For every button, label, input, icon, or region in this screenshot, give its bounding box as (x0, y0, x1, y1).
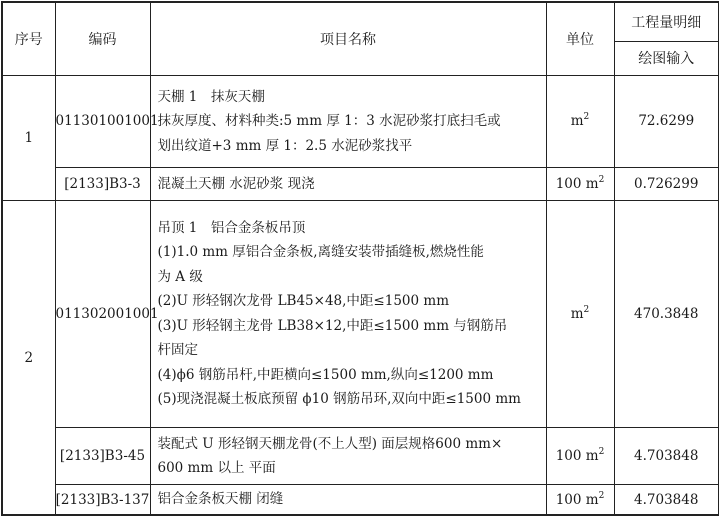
quantity-cell: 4.703848 (614, 427, 719, 484)
name-line: 为 A 级 (157, 268, 203, 285)
quantity-cell: 470.3848 (614, 201, 719, 428)
code-cell: [2133]B3-45 (55, 427, 150, 484)
table-row (2, 485, 719, 515)
code-cell: [2133]B3-137 (55, 485, 150, 515)
code-cell: [2133]B3-3 (55, 167, 150, 200)
unit-cell: 100 $m^2$ (546, 485, 614, 515)
item-name-cell (150, 485, 546, 515)
name-line: 600 mm 以上 平面 (157, 460, 276, 476)
unit-cell: 100 $m^2$ (546, 167, 614, 200)
header-item-name: 项目名称 (150, 2, 546, 76)
name-line: (3)U 形轻钢主龙骨 LB38×12,中距≤1500 mm 与钢筋吊 (157, 317, 508, 334)
seq-cell: 1 (2, 76, 55, 201)
header-code: 编码 (55, 2, 150, 76)
name-line: (2)U 形轻钢次龙骨 LB45×48,中距≤1500 mm (157, 293, 449, 310)
name-line: 装配式 U 形轻钢天棚龙骨(不上人型) 面层规格600 mm× (157, 435, 503, 452)
name-line: 抹灰厚度、材料种类:5 mm 厚 1：3 水泥砂浆打底扫毛或 (157, 113, 501, 130)
quantity-table (1, 1, 719, 516)
name-line: 混凝土天棚 水泥砂浆 现浇 (157, 175, 315, 192)
table-row (2, 76, 719, 168)
table-row (2, 427, 719, 484)
header-quantity-detail: 工程量明细 (614, 2, 719, 41)
table-row (2, 201, 719, 428)
name-line: 杆固定 (157, 342, 198, 359)
unit-cell: $m^2$ (546, 76, 614, 168)
item-name-cell (150, 167, 546, 200)
name-line: (4)ϕ6 钢筋吊杆,中距横向≤1500 mm,纵向≤1200 mm (157, 366, 494, 383)
unit-cell: 100 $m^2$ (546, 427, 614, 484)
quantity-cell: 0.726299 (614, 167, 719, 200)
table-row (2, 167, 719, 200)
name-line: 天棚 1 抹灰天棚 (157, 88, 265, 105)
name-line: 吊顶 1 铝合金条板吊顶 (157, 219, 306, 236)
name-line: (1)1.0 mm 厚铝合金条板,离缝安装带插缝板,燃烧性能 (157, 244, 484, 261)
header-unit: 单位 (546, 2, 614, 76)
item-name-cell (150, 201, 546, 428)
item-name-cell (150, 427, 546, 484)
code-cell: 011301001001 (55, 76, 150, 168)
name-line: 划出纹道+3 mm 厚 1：2.5 水泥砂浆找平 (157, 137, 413, 154)
name-line: 铝合金条板天棚 闭缝 (157, 491, 284, 508)
seq-cell: 2 (2, 201, 55, 515)
header-drawing-input: 绘图输入 (614, 41, 719, 75)
unit-cell: $m^2$ (546, 201, 614, 428)
quantity-cell: 72.6299 (614, 76, 719, 168)
header-seq: 序号 (2, 2, 55, 76)
item-name-cell (150, 76, 546, 168)
name-line: (5)现浇混凝土板底预留 ϕ10 钢筋吊环,双向中距≤1500 mm (157, 391, 521, 408)
code-cell: 011302001001 (55, 201, 150, 428)
quantity-cell: 4.703848 (614, 485, 719, 515)
